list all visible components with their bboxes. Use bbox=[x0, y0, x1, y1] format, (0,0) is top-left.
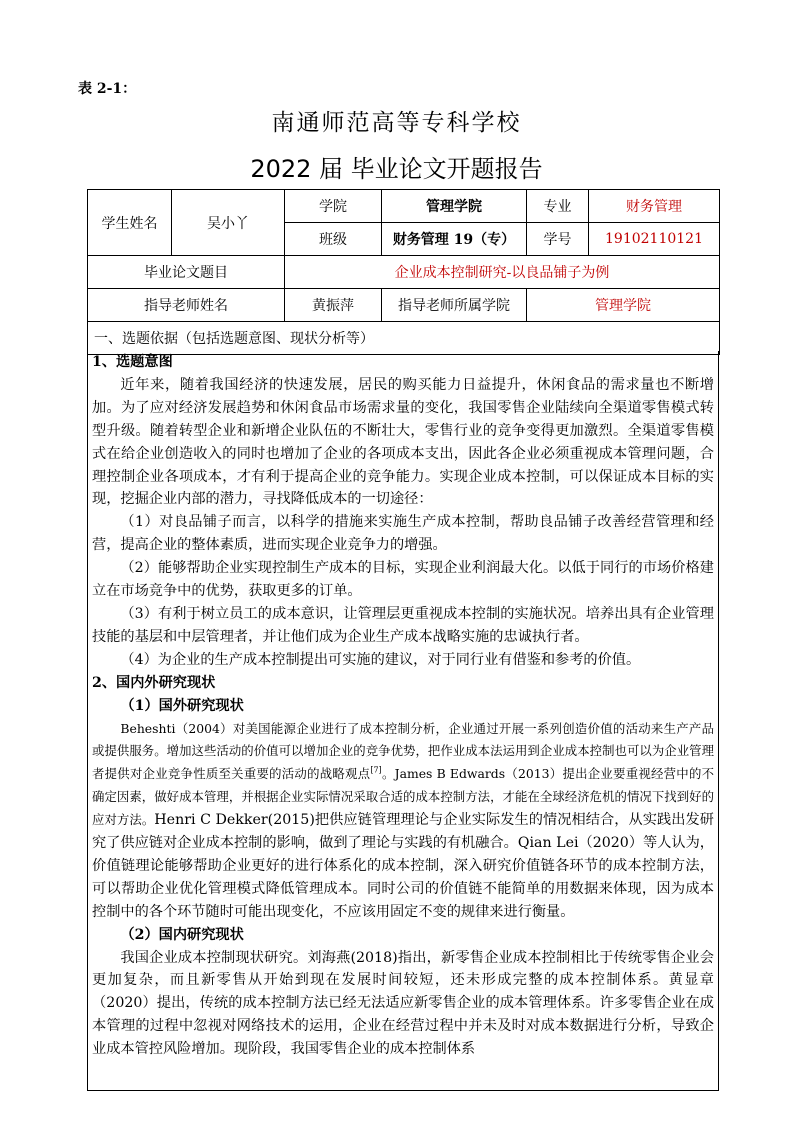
student-name-label: 学生姓名 bbox=[88, 190, 172, 256]
heading-research-status: 2、国内外研究现状 bbox=[92, 674, 216, 691]
foreign-research-text-a: Beheshti（2004）对美国能源企业进行了成本控制分析，企业通过开展一系列创造价值的活动来生产产品或提供服务。增加这些活动的价值可以增加企业的竞争优势，把作业成本法运用到企业成本控制也可以为企业管理者提供对企业竞争性质至关重要的活动的战略观点 bbox=[92, 720, 714, 782]
paragraph-point-4: （4）为企业的生产成本控制提出可实施的建议，对于同行业有借鉴和参考的价值。 bbox=[120, 651, 641, 668]
citation-ref: [7] bbox=[370, 765, 382, 775]
college-label: 学院 bbox=[285, 190, 382, 223]
paragraph-point-3: （3）有利于树立员工的成本意识，让管理层更重视成本控制的实施状况。培养出具有企业管理技能的基层和中层管理者，并让他们成为企业生产成本战略实施的忠诚执行者。 bbox=[92, 605, 714, 645]
advisor-value: 黄振萍 bbox=[285, 289, 382, 322]
section-body bbox=[87, 351, 719, 1091]
heading-domestic-research: （2）国内研究现状 bbox=[120, 926, 244, 943]
thesis-title-label: 毕业论文题目 bbox=[88, 256, 285, 289]
school-name: 南通师范高等专科学校 bbox=[271, 110, 522, 136]
paragraph-domestic-research: 我国企业成本控制现状研究。刘海燕(2018)指出，新零售企业成本控制相比于传统零售企业会更加复杂，而且新零售从开始到现在发展时间较短，还未形成完整的成本控制体系。黄显章（2020）提出，传统的成本控制方法已经无法适应新零售企业的成本管理体系。许多零售企业在成本管理的过程中忽视对网络技术的运用，企业在经营过程中并未及时对成本数据进行分析，导致企业成本管控风险增加。现阶段，我国零售企业的成本控制体系 bbox=[92, 949, 714, 1058]
report-title: 2022 届 毕业论文开题报告 bbox=[250, 155, 543, 183]
paragraph-foreign-research bbox=[92, 718, 714, 924]
thesis-title-value: 企业成本控制研究-以良品铺子为例 bbox=[285, 256, 720, 289]
student-id-value: 19102110121 bbox=[589, 223, 720, 256]
advisor-college-value: 管理学院 bbox=[527, 289, 720, 322]
student-name-value: 吴小丫 bbox=[172, 190, 285, 256]
paragraph-point-1: （1）对良品铺子而言，以科学的措施来实施生产成本控制，帮助良品铺子改善经营管理和经营，提高企业的整体素质，进而实现企业竞争力的增强。 bbox=[92, 514, 714, 554]
info-table bbox=[87, 189, 720, 355]
paragraph-point-2: （2）能够帮助企业实现控制生产成本的目标，实现企业利润最大化。以低于同行的市场价格建立在市场竞争中的优势，获取更多的订单。 bbox=[92, 560, 714, 600]
class-label: 班级 bbox=[285, 223, 382, 256]
major-label: 专业 bbox=[527, 190, 589, 223]
college-value: 管理学院 bbox=[382, 190, 527, 223]
section-header: 一、选题依据（包括选题意图、现状分析等） bbox=[88, 322, 720, 355]
heading-foreign-research: （1）国外研究现状 bbox=[120, 697, 244, 714]
paragraph-intent: 近年来，随着我国经济的快速发展，居民的购买能力日益提升，休闲食品的需求量也不断增加。为了应对经济发展趋势和休闲食品市场需求量的变化，我国零售企业陆续向全渠道零售模式转型升级。随着转型企业和新增企业队伍的不断壮大，零售行业的竞争变得更加激烈。全渠道零售模式在给企业创造收入的同时也增加了企业的各项成本支出，因此各企业必须重视成本管理问题，合理控制企业各项成本，才有利于提高企业的竞争能力。实现企业成本控制，可以保证成本目标的实现，挖掘企业内部的潜力，寻找降低成本的一切途径： bbox=[92, 376, 714, 508]
foreign-research-text-b: 。James B Edwards（2013）提出企业要重视经营中的不确定因素，做好成本管理，并根据企业实际情况采取合适的成本控制方法，才能在全球经济危机的情况下找到好的应对方法。 bbox=[92, 766, 715, 828]
heading-intent: 1、选题意图 bbox=[92, 354, 173, 370]
advisor-label: 指导老师姓名 bbox=[88, 289, 285, 322]
foreign-research-text-c: Henri C Dekker(2015)把供应链管理理论与企业实际发生的情况相结合，从实践出发研究了供应链对企业成本控制的影响，做到了理论与实践的有机融合。Qian Lei（2020）等人认为，价值链理论能够帮助企业更好的进行体系化的成本控制，深入研究价值链各环节的成本控制方法，可以帮助企业优化管理模式降低管理成本。同时公司的价值链不能简单的用数据来体现，因为成本控制中的各个环节随时可能出现变化，不应该用固定不变的规律来进行衡量。 bbox=[92, 812, 714, 920]
major-value: 财务管理 bbox=[589, 190, 720, 223]
class-value: 财务管理 19（专） bbox=[382, 223, 527, 256]
advisor-college-label: 指导老师所属学院 bbox=[382, 289, 527, 322]
table-label: 表 2-1： bbox=[78, 81, 137, 97]
student-id-label: 学号 bbox=[527, 223, 589, 256]
